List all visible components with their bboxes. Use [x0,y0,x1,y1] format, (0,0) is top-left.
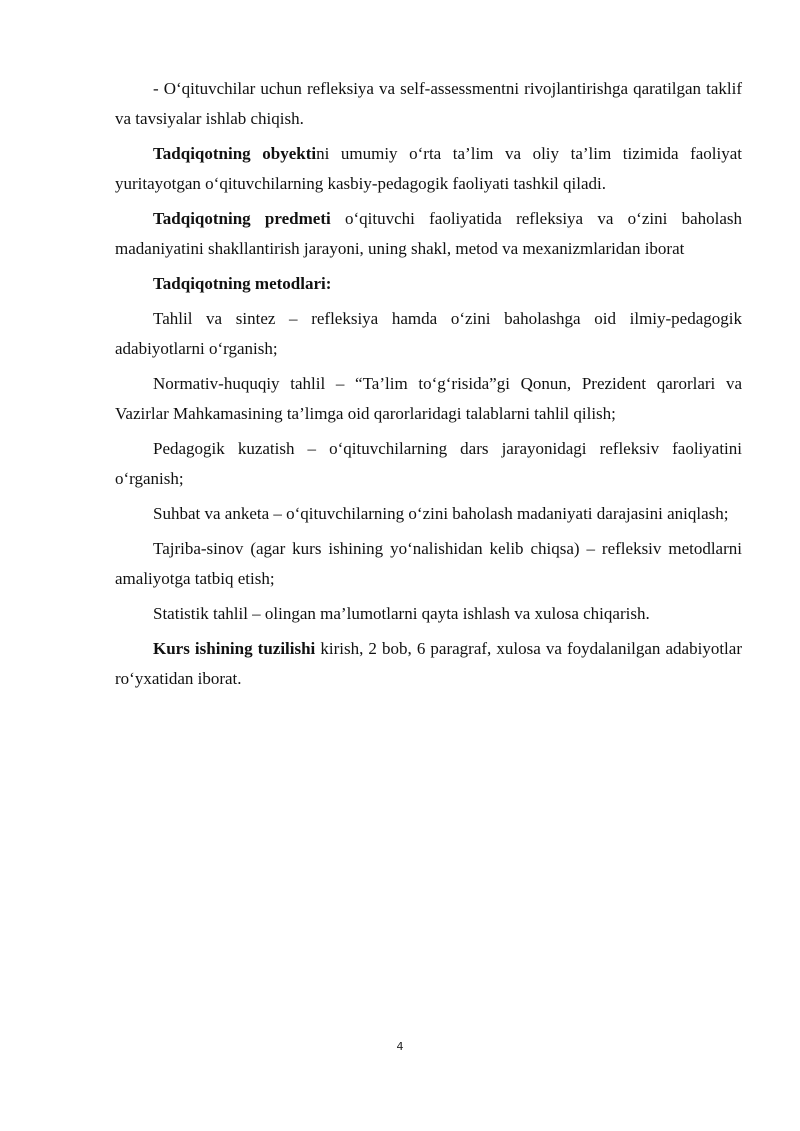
paragraph-research-subject [115,204,742,264]
paragraph-method-statistics [115,599,742,629]
paragraph-method-observation [115,434,742,494]
paragraph-text: Tahlil va sintez – refleksiya hamda o‘zini baholashga oid ilmiy-pedagogik adabiyotlarni o‘rganish; [115,309,742,358]
paragraph-method-legal [115,369,742,429]
paragraph-text: - O‘qituvchilar uchun refleksiya va self-assessmentni rivojlantirishga qaratilgan taklif va tavsiyalar ishlab chiqish. [115,79,742,128]
paragraph-methods-heading [115,269,742,299]
paragraph-method-experiment [115,534,742,594]
paragraph-text: ni umumiy o‘rta ta’lim va oliy ta’lim tizimida faoliyat yuritayotgan o‘qituvchilarning kasbiy-pedagogik faoliyati tashkil qiladi. [115,144,742,193]
paragraph-goal-item [115,74,742,134]
paragraph-bold-lead: Tadqiqotning metodlari: [153,274,332,293]
paragraph-text: o‘qituvchi faoliyatida refleksiya va o‘zini baholash madaniyatini shakllantirish jarayoni, uning shakl, metod va mexanizmlaridan iborat [115,209,743,258]
document-body [115,74,742,699]
paragraph-text: Suhbat va anketa – o‘qituvchilarning o‘zini baholash madaniyati darajasini aniqlash; [153,504,729,523]
paragraph-text: Pedagogik kuzatish – o‘qituvchilarning dars jarayonidagi refleksiv faoliyatini o‘rganish; [115,439,742,488]
paragraph-research-object [115,139,742,199]
page-number: 4 [396,1040,404,1053]
paragraph-bold-lead: Kurs ishining tuzilishi [153,639,316,658]
paragraph-structure [115,634,742,694]
paragraph-method-survey [115,499,742,529]
paragraph-bold-lead: Tadqiqotning predmeti [153,209,331,228]
paragraph-bold-lead: Tadqiqotning obyekti [153,144,317,163]
paragraph-method-analysis [115,304,742,364]
paragraph-text: kirish, 2 bob, 6 paragraf, xulosa va foydalanilgan adabiyotlar ro‘yxatidan iborat. [115,639,742,688]
paragraph-text: Normativ-huquqiy tahlil – “Ta’lim to‘g‘risida”gi Qonun, Prezident qarorlari va Vazirlar Mahkamasining ta’limga oid qarorlaridagi talablarni tahlil qilish; [115,374,742,423]
paragraph-text: Statistik tahlil – olingan ma’lumotlarni qayta ishlash va xulosa chiqarish. [153,604,650,623]
paragraph-text: Tajriba-sinov (agar kurs ishining yo‘nalishidan kelib chiqsa) – refleksiv metodlarni amaliyotga tatbiq etish; [115,539,742,588]
